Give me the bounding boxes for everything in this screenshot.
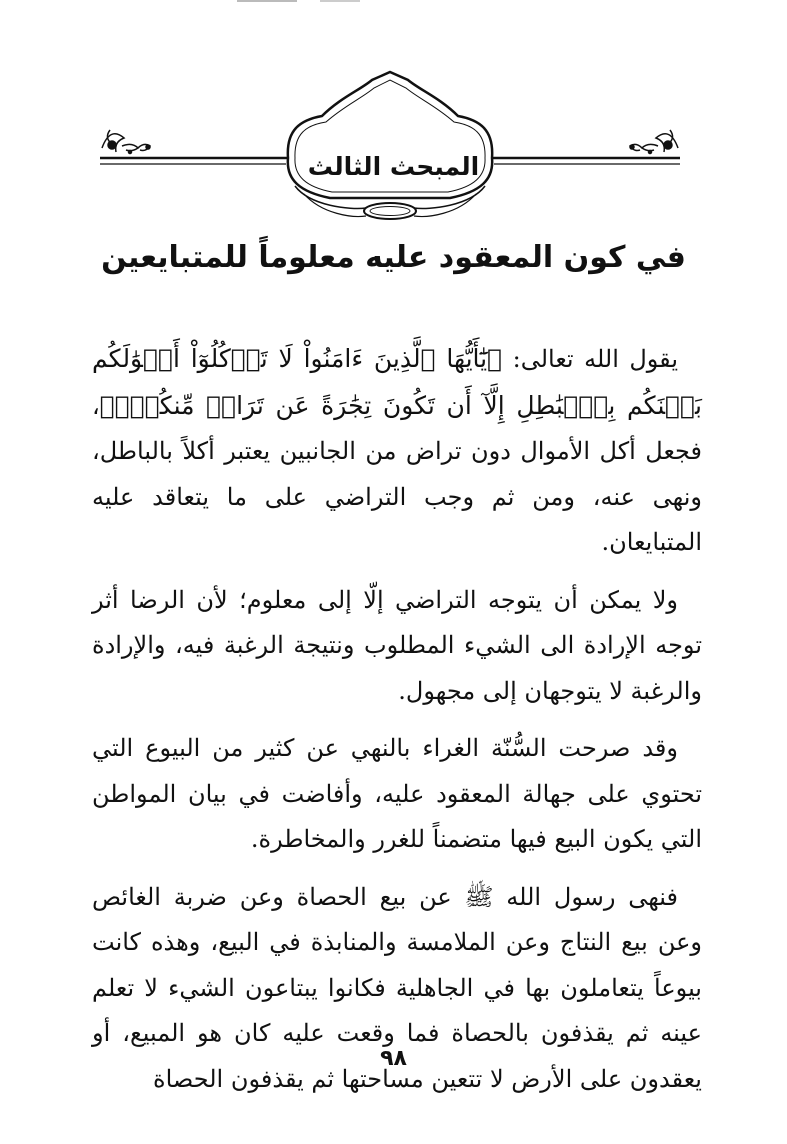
left-fleuron-icon [102,130,150,154]
paragraph [92,336,702,566]
paragraph: ولا يمكن أن يتوجه التراضي إلّا إلى معلوم؛ لأن الرضا أثر توجه الإرادة الى الشيء المطلوب ونتيجة الرغبة فيه، والإرادة والرغبة لا يتوجهان إلى مجهول. [92,585,702,705]
chapter-title: في كون المعقود عليه معلوماً للمتبايعين [101,240,686,275]
quran-verse: ﴿يَٰٓأَيُّهَا ٱلَّذِينَ ءَامَنُواْ لَا تَأۡكُلُوٓاْ أَمۡوَٰلَكُم بَيۡنَكُم بِٱلۡبَٰطِلِ إِلَّآ أَن تَكُونَ تِجَٰرَةً عَن تَرَاضٖ مِّنكُمۡۚ﴾ [92,344,702,420]
scan-edge-mark [320,0,360,2]
paragraph-rest: ، فجعل أكل الأموال دون تراض من الجانبين يعتبر أكلاً بالباطل، ونهى عنه، ومن ثم وجب التراضي على ما يتعاقد عليه المتبايعان. [92,391,702,556]
paragraph-lead: يقول الله تعالى: [502,345,679,373]
scan-edge-mark [237,0,297,2]
paragraph: وقد صرحت السُّنّة الغراء بالنهي عن كثير من البيوع التي تحتوي على جهالة المعقود عليه، وأفاضت في بيان المواطن التي يكون البيع فيها متضمناً للغرر والمخاطرة. [92,734,702,853]
right-fleuron-icon [630,130,678,154]
paragraph: فنهى رسول الله ﷺ عن بيع الحصاة وعن ضربة الغائص وعن بيع النتاج وعن الملامسة والمنابذة في البيع، وهذه كانت بيوعاً يتعاملون بها في الجاهلية فكانوا يبتاعون الشيء لا تعلم عينه ثم يقذفون بالحصاة فما وقعت عليه كان هو المبيع، أو يعقدون على الأرض لا تتعين مساحتها ثم يقذفون الحصاة [92,882,702,1093]
section-heading: المبحث الثالث [307,152,480,181]
body-text [92,336,702,1114]
section-heading-ornament [90,68,690,228]
page-number: ٩٨ [380,1046,407,1071]
